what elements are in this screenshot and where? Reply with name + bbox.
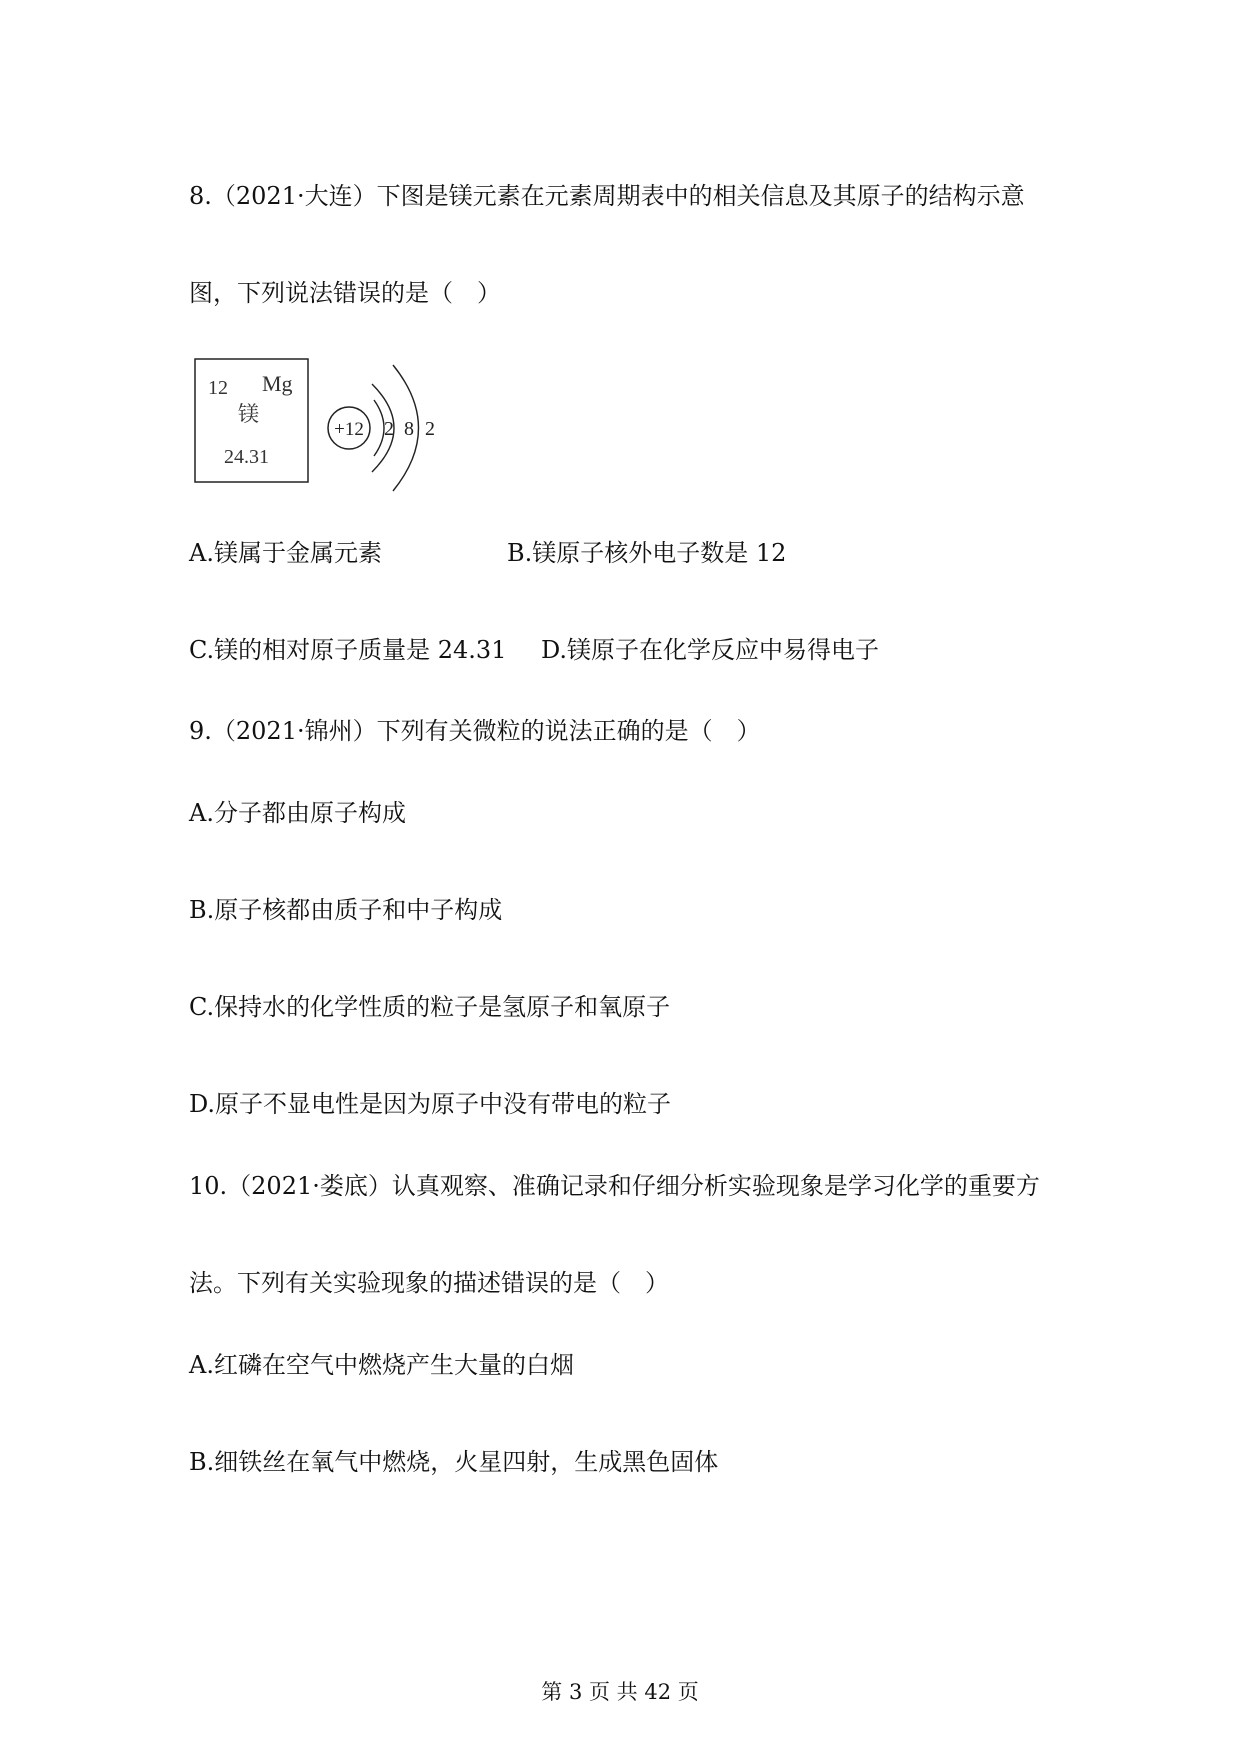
page-footer: 第 3 页 共 42 页 [541, 1680, 699, 1704]
atomic-number: 12 [208, 377, 228, 399]
question-9-option-c: C.保持水的化学性质的粒子是氢原子和氧原子 [189, 993, 671, 1021]
question-8-stem-line-2: 图，下列说法错误的是（ ） [189, 279, 501, 307]
question-10-option-a: A.红磷在空气中燃烧产生大量的白烟 [189, 1351, 574, 1379]
question-9-option-d: D.原子不显电性是因为原子中没有带电的粒子 [189, 1090, 672, 1118]
question-9-stem: 9.（2021·锦州）下列有关微粒的说法正确的是（ ） [189, 717, 761, 745]
element-name: 镁 [238, 402, 259, 426]
question-8-stem-line-1: 8.（2021·大连）下图是镁元素在元素周期表中的相关信息及其原子的结构示意 [189, 182, 1025, 210]
nucleus-charge: +12 [334, 419, 364, 440]
atomic-mass: 24.31 [224, 446, 269, 468]
question-10-stem-line-2: 法。下列有关实验现象的描述错误的是（ ） [189, 1269, 669, 1297]
question-9-option-b: B.原子核都由质子和中子构成 [189, 896, 503, 924]
electron-shell-1-arc [374, 400, 384, 456]
shell-3-electrons: 2 [425, 418, 435, 440]
element-symbol: Mg [262, 371, 293, 396]
question-10-stem-line-1: 10.（2021·娄底）认真观察、准确记录和仔细分析实验现象是学习化学的重要方 [189, 1172, 1040, 1200]
question-10-option-b: B.细铁丝在氧气中燃烧，火星四射，生成黑色固体 [189, 1448, 719, 1476]
shell-2-electrons: 8 [404, 418, 414, 440]
shell-1-electrons: 2 [384, 418, 394, 440]
question-8-option-c: C.镁的相对原子质量是 24.31 [189, 636, 507, 664]
question-9-option-a: A.分子都由原子构成 [189, 799, 406, 827]
question-8-option-b: B.镁原子核外电子数是 12 [507, 539, 787, 567]
question-8-option-a: A.镁属于金属元素 [189, 539, 382, 567]
magnesium-element-figure [194, 358, 444, 498]
question-8-option-d: D.镁原子在化学反应中易得电子 [541, 636, 880, 664]
